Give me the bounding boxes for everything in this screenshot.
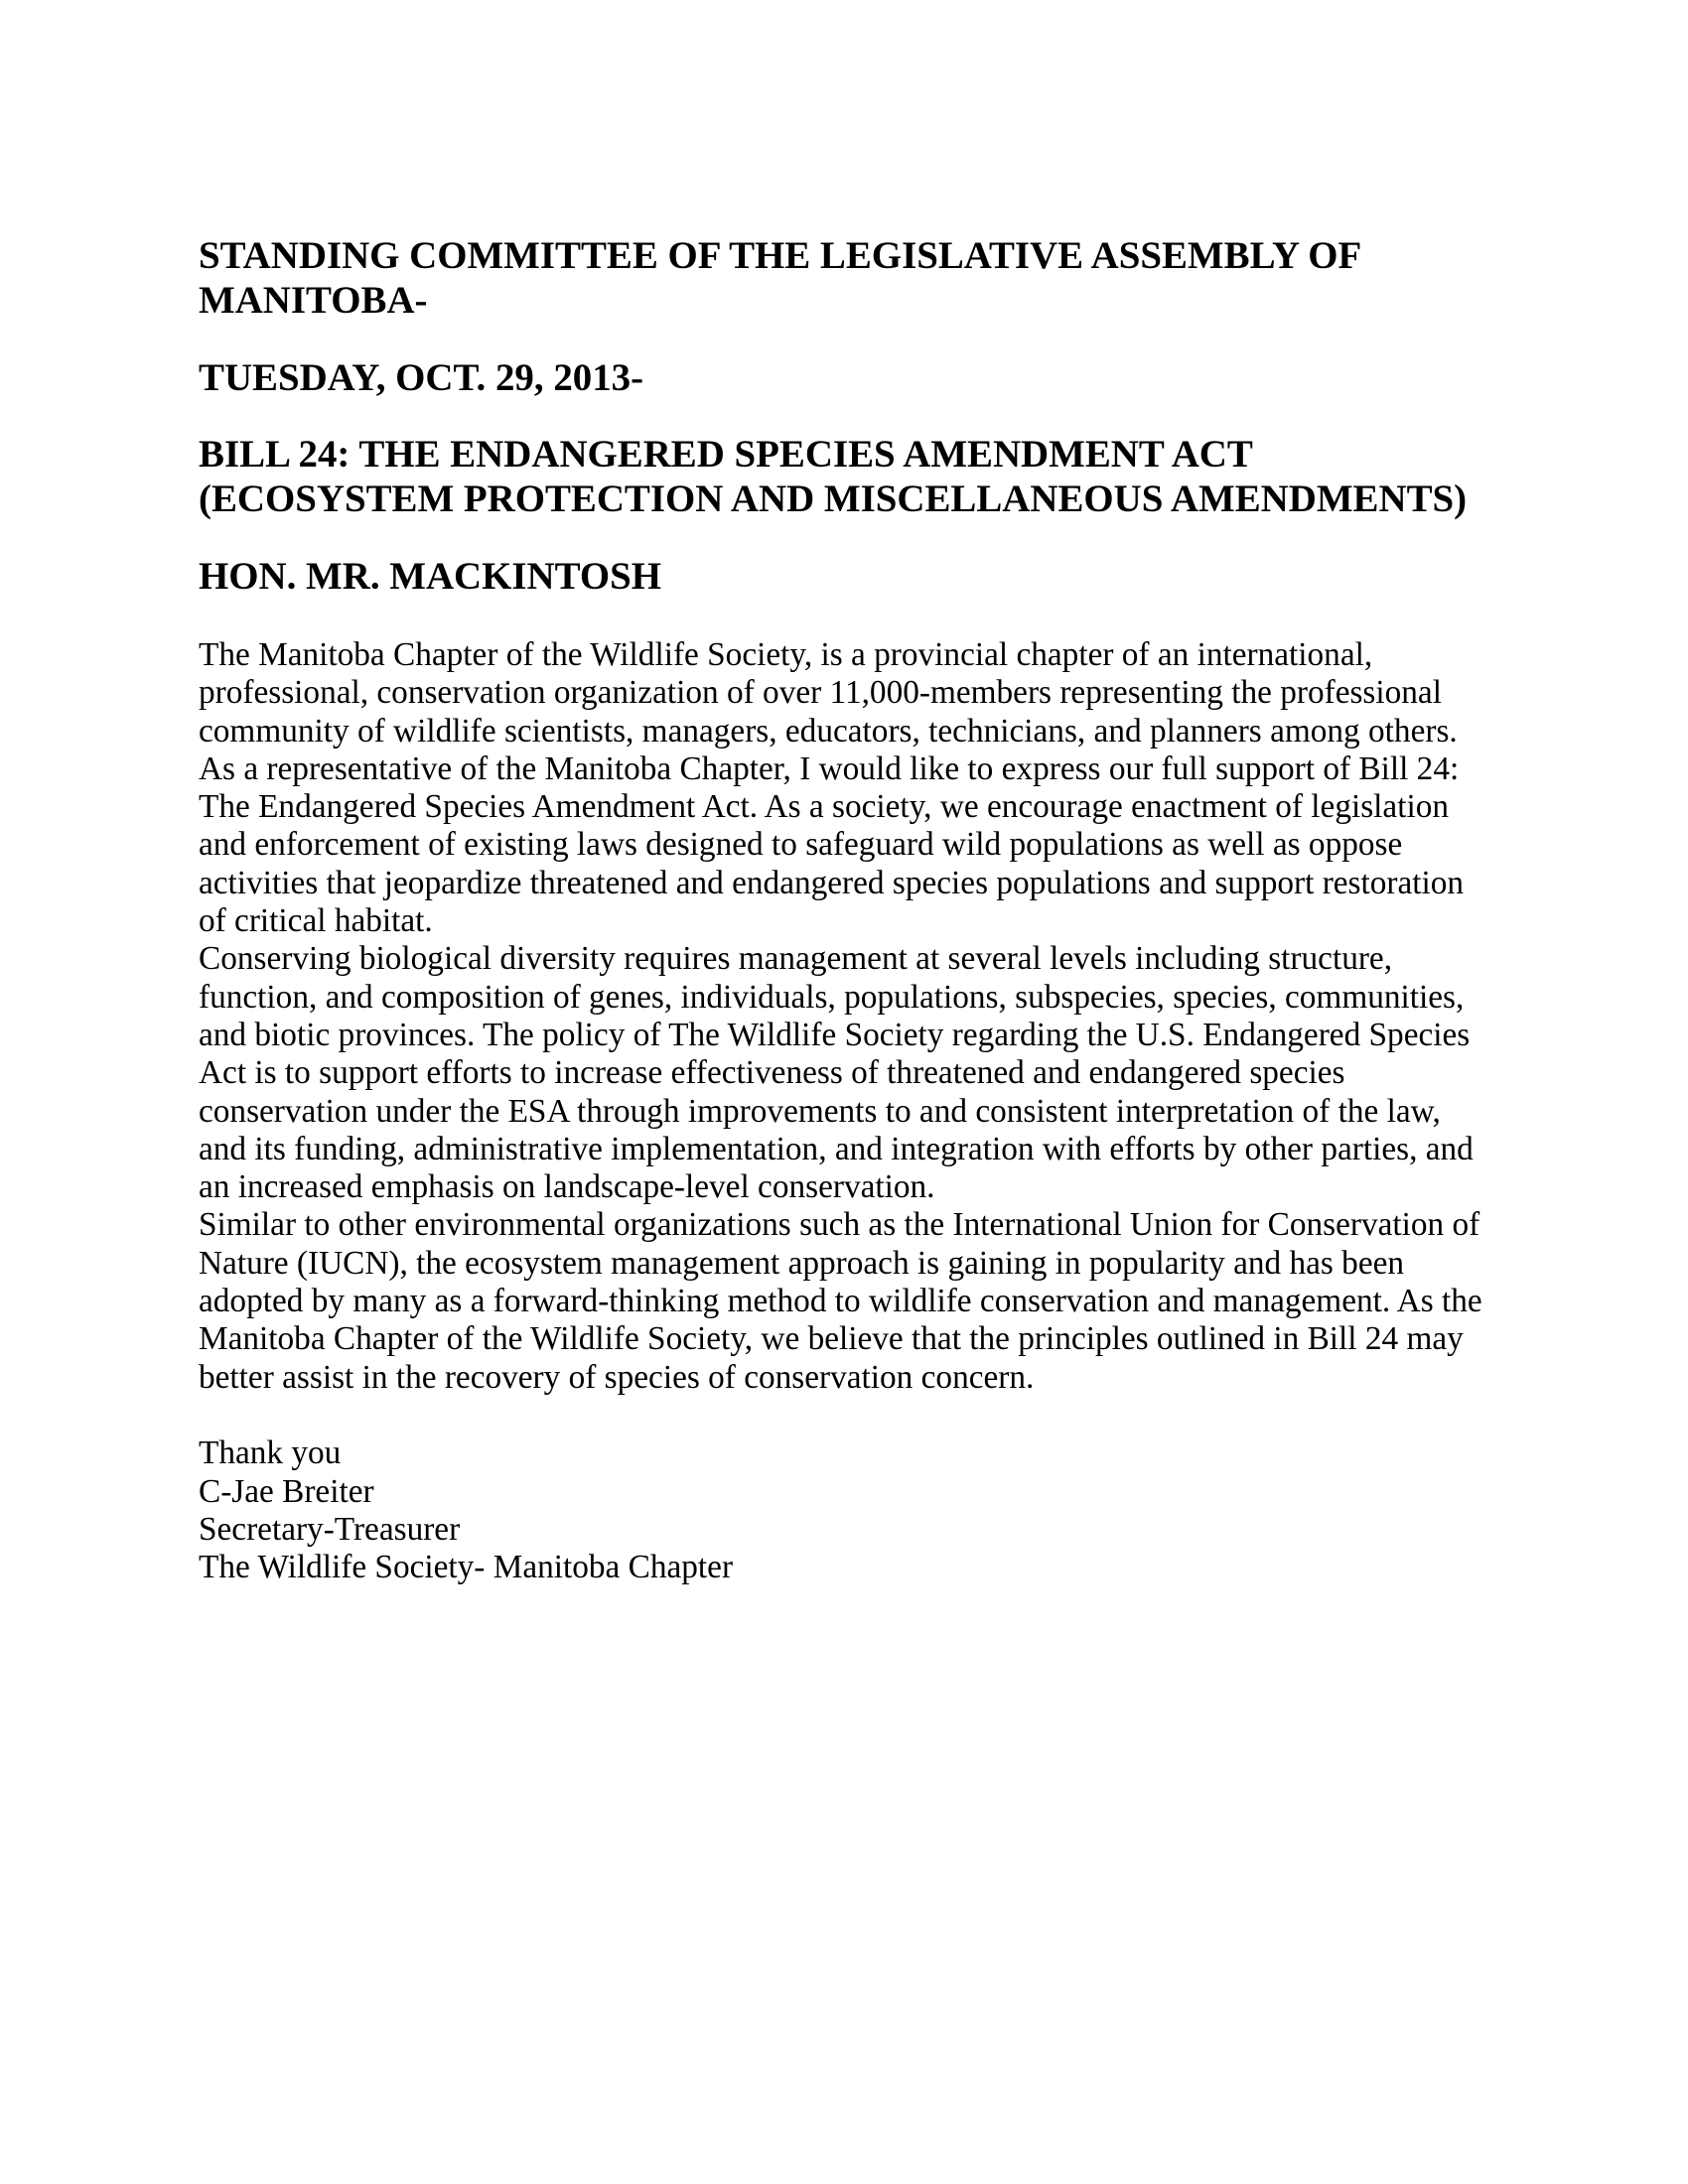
body-line: community of wildlife scientists, managers, educators, technicians, and planners among others. — [199, 712, 1458, 750]
body-line: Conserving biological diversity requires management at several levels including structure, — [199, 940, 1393, 978]
body-line: professional, conservation organization of over 11,000-members representing the professional — [199, 674, 1442, 712]
body-line: Nature (IUCN), the ecosystem management approach is gaining in popularity and has been — [199, 1244, 1405, 1282]
paragraph-ecosystem — [199, 1206, 1482, 1396]
bill-heading — [199, 432, 1467, 521]
body-line: of critical habitat. — [199, 902, 433, 940]
body-line: adopted by many as a forward-thinking method to wildlife conservation and management. As the — [199, 1283, 1482, 1320]
body-line: Act is to support efforts to increase effectiveness of threatened and endangered species — [199, 1054, 1345, 1092]
body-line: The Manitoba Chapter of the Wildlife Society, is a provincial chapter of an international, — [199, 636, 1373, 673]
body-line: conservation under the ESA through improvements to and consistent interpretation of the law, — [199, 1092, 1441, 1130]
paragraph-biodiversity — [199, 940, 1482, 1206]
closing: Thank you — [199, 1434, 342, 1472]
body-line: an increased emphasis on landscape-level conservation. — [199, 1168, 935, 1206]
blank-line — [199, 1397, 1482, 1434]
signer-title: Secretary-Treasurer — [199, 1510, 461, 1548]
date-heading — [199, 355, 643, 400]
body-line: and enforcement of existing laws designed to safeguard wild populations as well as oppose — [199, 826, 1403, 864]
committee-heading — [199, 233, 1361, 323]
body-line: Manitoba Chapter of the Wildlife Society, we believe that the principles outlined in Bill 24 may — [199, 1320, 1464, 1358]
signature-block — [199, 1434, 1482, 1586]
signer-organization: The Wildlife Society- Manitoba Chapter — [199, 1549, 734, 1586]
heading-line: (ECOSYSTEM PROTECTION AND MISCELLANEOUS AMENDMENTS) — [199, 478, 1468, 520]
body-line: As a representative of the Manitoba Chapter, I would like to express our full support of Bill 24: — [199, 750, 1460, 787]
body-line: and biotic provinces. The policy of The Wildlife Society regarding the U.S. Endangered Species — [199, 1016, 1471, 1053]
heading-line: MANITOBA- — [199, 279, 428, 322]
signer-name: C-Jae Breiter — [199, 1472, 374, 1510]
heading-line: HON. MR. MACKINTOSH — [199, 555, 661, 598]
body-line: function, and composition of genes, individuals, populations, subspecies, species, communities, — [199, 978, 1465, 1016]
body-line: and its funding, administrative implementation, and integration with efforts by other parties, and — [199, 1130, 1474, 1167]
heading-line: STANDING COMMITTEE OF THE LEGISLATIVE ASSEMBLY OF — [199, 234, 1362, 277]
heading-line: BILL 24: THE ENDANGERED SPECIES AMENDMENT ACT — [199, 433, 1253, 476]
paragraph-support — [199, 636, 1482, 940]
letter-body — [199, 636, 1482, 1586]
body-line: activities that jeopardize threatened and endangered species populations and support restoration — [199, 864, 1465, 901]
minister-heading — [199, 554, 661, 599]
body-line: better assist in the recovery of species of conservation concern. — [199, 1358, 1035, 1396]
body-line: The Endangered Species Amendment Act. As a society, we encourage enactment of legislation — [199, 788, 1450, 826]
body-line: Similar to other environmental organizations such as the International Union for Conservation of — [199, 1206, 1480, 1244]
heading-line: TUESDAY, OCT. 29, 2013- — [199, 356, 644, 399]
